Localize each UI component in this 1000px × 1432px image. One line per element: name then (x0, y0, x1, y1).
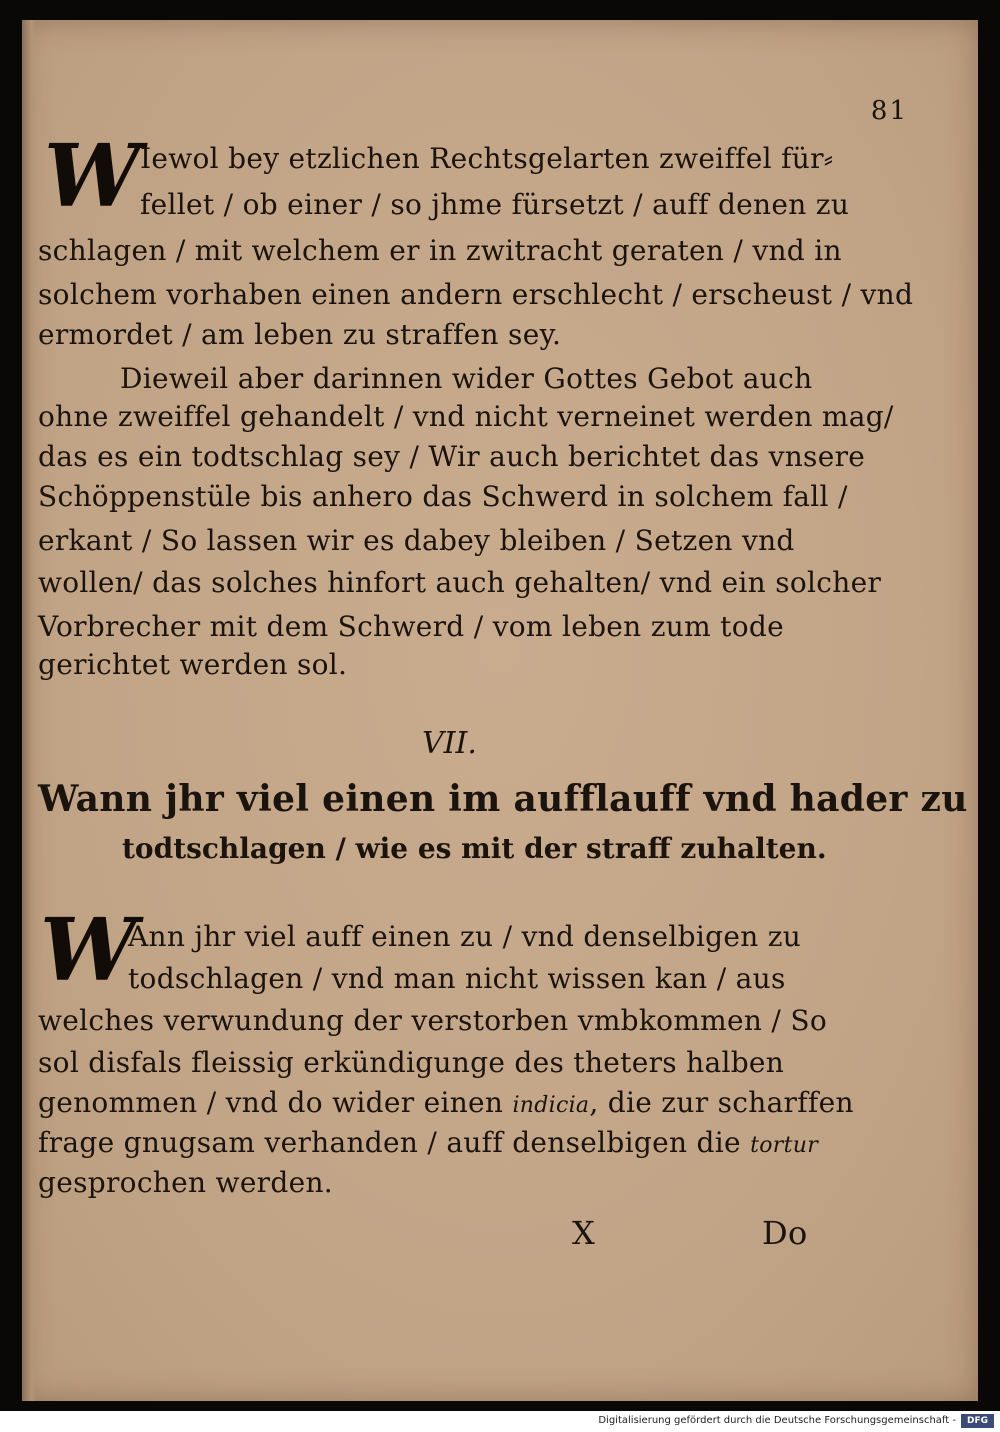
chapter-title: Wann jhr viel einen im aufflauff vnd hader zu (38, 778, 968, 820)
text-segment: , die zur scharffen (589, 1086, 854, 1119)
signature-mark: X (572, 1214, 596, 1252)
page-number: 81 (870, 96, 908, 126)
text-line: das es ein todtschlag sey / Wir auch berichtet das vnsere (38, 440, 866, 473)
text-line: gesprochen werden. (38, 1166, 333, 1199)
text-line: Ann jhr viel auff einen zu / vnd denselbigen zu (128, 920, 802, 953)
text-line: ermordet / am leben zu straffen sey. (38, 318, 562, 351)
text-line: fellet / ob einer / so jhme fürsetzt / auff denen zu (140, 188, 850, 221)
text-line: welches verwundung der verstorben vmbkommen / So (38, 1004, 828, 1037)
latin-term: tortur (750, 1133, 819, 1158)
chapter-number: VII. (422, 726, 477, 761)
text-line (38, 1126, 818, 1159)
text-line (38, 1086, 854, 1119)
footer-credit: Digitalisierung gefördert durch die Deutsche Forschungsgemeinschaft - (598, 1415, 956, 1426)
text-line: Dieweil aber darinnen wider Gottes Gebot auch (120, 362, 813, 395)
text-line: wollen/ das solches hinfort auch gehalten/ vnd ein solcher (38, 566, 882, 599)
dfg-logo: DFG (961, 1414, 994, 1428)
text-line: gerichtet werden sol. (38, 648, 348, 681)
text-segment: frage gnugsam verhanden / auff denselbigen die (38, 1126, 741, 1159)
text-line: solchem vorhaben einen andern erschlecht / erscheust / vnd (38, 278, 914, 311)
text-line: schlagen / mit welchem er in zwitracht geraten / vnd in (38, 234, 842, 267)
text-line: sol disfals fleissig erkündigunge des theters halben (38, 1046, 785, 1079)
chapter-subtitle: todtschlagen / wie es mit der straff zuhalten. (122, 832, 827, 865)
drop-capital: W (40, 900, 137, 1001)
text-line: Vorbrecher mit dem Schwerd / vom leben zum tode (38, 610, 784, 643)
text-line: erkant / So lassen wir es dabey bleiben / Setzen vnd (38, 524, 795, 557)
drop-capital: W (44, 126, 141, 227)
text-line: ohne zweiffel gehandelt / vnd nicht verneinet werden mag/ (38, 400, 894, 433)
text-segment: genommen / vnd do wider einen (38, 1086, 504, 1119)
footer-bar (0, 1411, 1000, 1432)
latin-term: indicia (512, 1093, 590, 1118)
text-line: Schöppenstüle bis anhero das Schwerd in solchem fall / (38, 480, 848, 513)
catchword: Do (762, 1214, 808, 1252)
page-edge (22, 20, 36, 1401)
text-line: todschlagen / vnd man nicht wissen kan / aus (128, 962, 786, 995)
text-line: Iewol bey etzlichen Rechtsgelarten zweiffel für⸗ (140, 142, 834, 175)
